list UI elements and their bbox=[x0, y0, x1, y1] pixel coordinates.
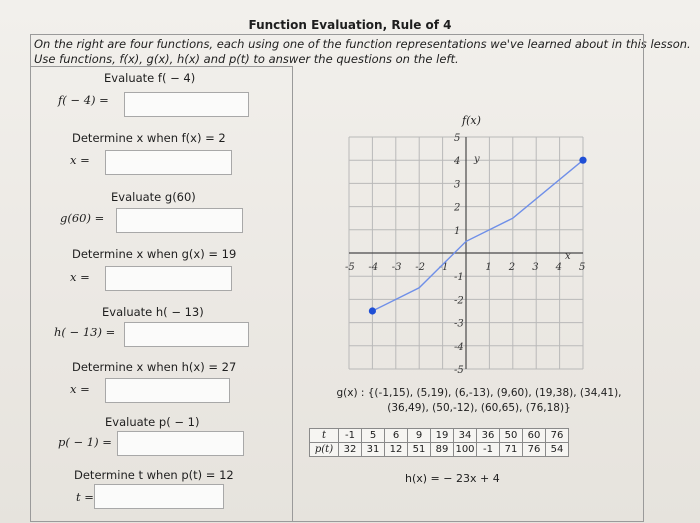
x-tick-label: 4 bbox=[555, 262, 562, 273]
y-tick-label: -2 bbox=[454, 295, 464, 307]
page-title: Function Evaluation, Rule of 4 bbox=[248, 18, 452, 32]
p-table-t-cell: -1 bbox=[339, 429, 362, 443]
y-tick-label: 1 bbox=[454, 225, 461, 237]
p-table-p-cell: 54 bbox=[546, 443, 569, 457]
graph-title: f(x) bbox=[462, 114, 481, 127]
p-table-p-cell: 100 bbox=[455, 444, 475, 455]
question-prefix-5: h( − 13) = bbox=[54, 325, 116, 339]
question-label-7: Evaluate p( − 1) bbox=[105, 415, 200, 429]
p-table-t-cell: 5 bbox=[362, 429, 385, 443]
p-table-p-cell: 12 bbox=[385, 443, 408, 457]
question-prefix-8: t = bbox=[76, 490, 94, 504]
question-label-5: Evaluate h( − 13) bbox=[102, 305, 204, 319]
p-table-t-cell: 6 bbox=[385, 429, 408, 443]
p-table-t-cell: 19 bbox=[431, 429, 454, 443]
x-axis-label: x bbox=[565, 251, 571, 262]
question-prefix-4: x = bbox=[70, 270, 90, 284]
y-tick-label: -4 bbox=[454, 341, 464, 353]
x-tick-label: 3 bbox=[532, 262, 539, 273]
y-tick-label: 3 bbox=[454, 179, 461, 191]
p-table-p-cell: 31 bbox=[362, 443, 385, 457]
question-label-3: Evaluate g(60) bbox=[111, 190, 196, 204]
f-line bbox=[372, 160, 586, 311]
p-table-p-header: p(t) bbox=[310, 443, 339, 457]
p-table-t-cell: 50 bbox=[500, 429, 523, 443]
p-table-t-cell: 76 bbox=[546, 429, 569, 443]
x-tick-label: -3 bbox=[391, 262, 402, 273]
x-tick-label: 2 bbox=[508, 262, 516, 273]
p-table-t-row bbox=[310, 429, 569, 443]
p-table-p-cell: 76 bbox=[523, 443, 546, 457]
x-tick-label: -2 bbox=[415, 262, 425, 273]
question-prefix-2: x = bbox=[70, 153, 90, 167]
p-table-t-cell: 9 bbox=[408, 429, 431, 443]
g-function-set bbox=[320, 386, 638, 416]
graph-axes bbox=[349, 137, 586, 369]
x-tick-label: 1 bbox=[485, 262, 492, 273]
graph-series bbox=[369, 157, 587, 315]
graph-tick-labels bbox=[345, 133, 585, 376]
y-tick-label: 2 bbox=[454, 202, 461, 214]
question-label-4: Determine x when g(x) = 19 bbox=[72, 247, 237, 261]
y-tick-label: 5 bbox=[454, 133, 461, 144]
p-table bbox=[309, 428, 569, 457]
question-label-2: Determine x when f(x) = 2 bbox=[72, 131, 226, 145]
x-tick-label: -1 bbox=[438, 262, 449, 273]
question-label-8: Determine t when p(t) = 12 bbox=[74, 468, 234, 482]
p-table-t-cell: 36 bbox=[477, 429, 500, 443]
p-table-t-cell: 34 bbox=[454, 429, 477, 443]
p-table-p-row bbox=[310, 443, 569, 457]
g-function-line-2: (36,49), (50,-12), (60,65), (76,18)} bbox=[387, 402, 571, 414]
p-table-p-cell: 32 bbox=[339, 443, 362, 457]
p-table-t-cell: 60 bbox=[523, 429, 546, 443]
y-tick-label: -5 bbox=[454, 365, 464, 376]
p-table-t-header: t bbox=[310, 429, 339, 443]
g-function-line-1: g(x) : {(-1,15), (5,19), (6,-13), (9,60), (19,38), (34,41), bbox=[336, 387, 622, 399]
f-start-point bbox=[369, 307, 376, 314]
question-prefix-1: f( − 4) = bbox=[58, 93, 109, 107]
question-prefix-6: x = bbox=[70, 382, 90, 396]
y-axis-label: y bbox=[474, 154, 480, 165]
f-end-point bbox=[579, 157, 586, 164]
y-tick-label: -3 bbox=[454, 318, 464, 330]
y-tick-label: 4 bbox=[454, 156, 461, 168]
y-tick-label: -1 bbox=[454, 272, 464, 284]
x-tick-label: -5 bbox=[345, 262, 355, 273]
p-table-p-cell: 71 bbox=[500, 443, 523, 457]
intro-line-2: Use functions, f(x), g(x), h(x) and p(t) to answer the questions on the left. bbox=[34, 52, 459, 66]
question-prefix-3: g(60) = bbox=[60, 211, 105, 225]
question-prefix-7: p( − 1) = bbox=[58, 435, 112, 449]
p-table-p-cell: -1 bbox=[477, 443, 500, 457]
p-table-p-cell: 51 bbox=[408, 443, 431, 457]
x-tick-label: 5 bbox=[579, 262, 586, 273]
intro-line-1: On the right are four functions, each using one of the function representations we've learned about in this lesson. bbox=[34, 37, 691, 51]
p-table-p-cell: 89 bbox=[431, 443, 454, 457]
h-function-formula: h(x) = − 23x + 4 bbox=[405, 472, 500, 485]
question-label-6: Determine x when h(x) = 27 bbox=[72, 360, 237, 374]
question-label-1: Evaluate f( − 4) bbox=[104, 71, 196, 85]
x-tick-label: -4 bbox=[368, 262, 379, 273]
